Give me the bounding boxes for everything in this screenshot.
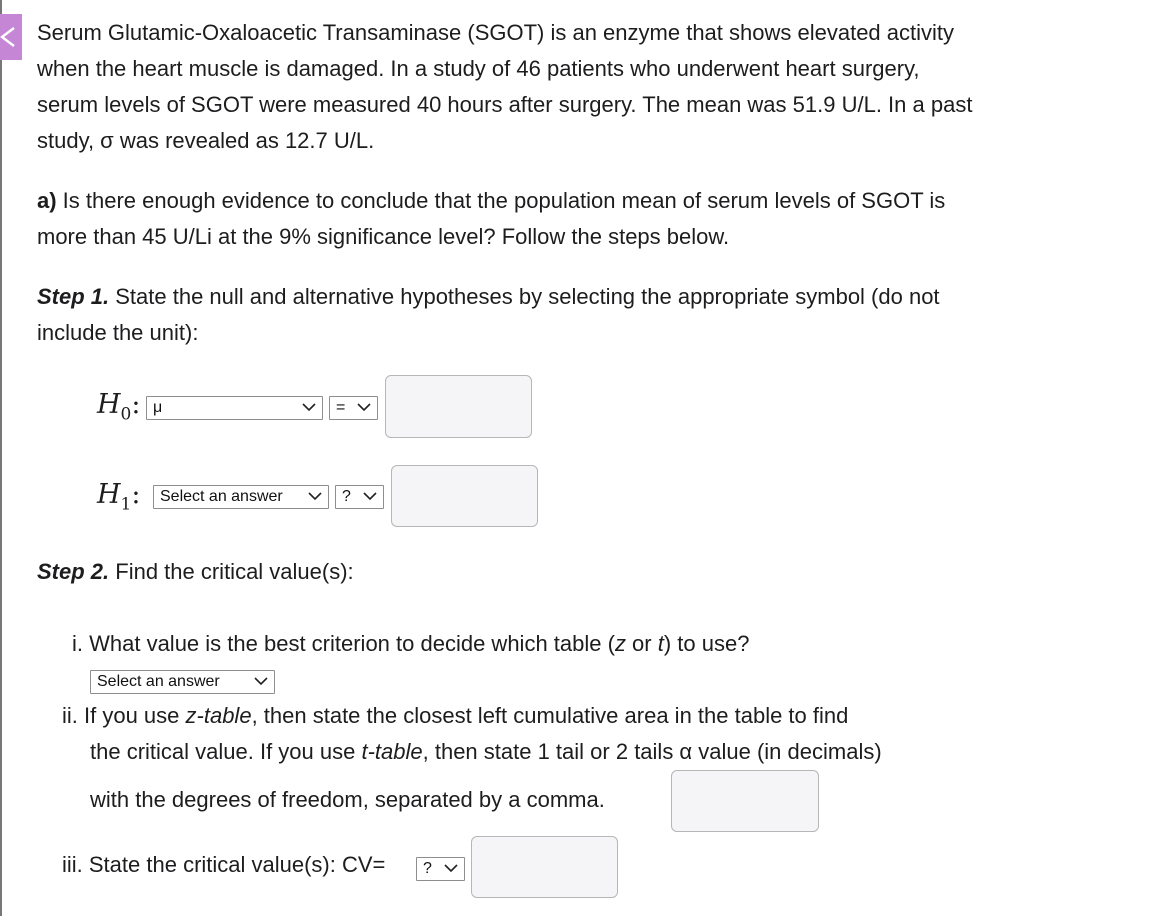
h0-parameter-select[interactable]: μ: [146, 396, 323, 420]
h0-relation-select[interactable]: =: [329, 396, 378, 420]
step2-label: Step 2.: [37, 559, 110, 584]
question-ii-line3: with the degrees of freedom, separated by a comma.: [90, 787, 605, 812]
part-a-question: [37, 183, 977, 255]
chevron-down-icon: [254, 676, 268, 686]
chevron-down-icon: [357, 402, 371, 412]
h1-value-input[interactable]: [391, 465, 538, 527]
h0-label: $H_0$:: [97, 389, 141, 425]
chevron-down-icon: [444, 863, 458, 873]
problem-intro: Serum Glutamic-Oxaloacetic Transaminase (SGOT) is an enzyme that shows elevated activity when the heart muscle is damaged. In a study of 46 patients who underwent heart surgery, serum levels of SGOT were measured 40 hours after surgery. The mean was 51.9 U/L. In a past study, σ was revealed as 12.7 U/L.: [37, 20, 973, 153]
step2-heading: [37, 554, 354, 590]
question-i: i. What value is the best criterion to decide which table (z or t) to use?: [72, 631, 750, 656]
question-ii-line2: the critical value. If you use t-table, then state 1 tail or 2 tails α value (in decimals): [90, 739, 882, 764]
question-iii: iii. State the critical value(s): CV=: [62, 852, 386, 877]
chevron-left-icon: [0, 25, 18, 49]
part-a-label: a): [37, 188, 57, 213]
h1-parameter-select[interactable]: Select an answer: [153, 485, 329, 509]
step1-label: Step 1.: [37, 284, 110, 309]
collapse-tab[interactable]: [0, 14, 22, 60]
chevron-down-icon: [302, 402, 316, 412]
chevron-down-icon: [308, 491, 322, 501]
step2-text: Find the critical value(s):: [109, 559, 354, 584]
table-criterion-select[interactable]: Select an answer: [90, 670, 275, 694]
area-df-input[interactable]: [671, 770, 819, 832]
h0-value-input[interactable]: [385, 375, 532, 438]
h1-label: $H_1$:: [97, 479, 141, 515]
cv-relation-select[interactable]: ?: [416, 857, 465, 881]
critical-value-input[interactable]: [471, 836, 618, 898]
step1-text: State the null and alternative hypotheses by selecting the appropriate symbol (do not include the unit):: [37, 284, 940, 345]
step1-instruction: [37, 279, 977, 351]
question-ii-line1: ii. If you use z-table, then state the closest left cumulative area in the table to find: [62, 703, 849, 728]
left-border: [0, 0, 2, 916]
chevron-down-icon: [363, 491, 377, 501]
h1-relation-select[interactable]: ?: [335, 485, 384, 509]
part-a-text: Is there enough evidence to conclude that the population mean of serum levels of SGOT is more than 45 U/Li at the 9% significance level? Follow the steps below.: [37, 188, 946, 249]
